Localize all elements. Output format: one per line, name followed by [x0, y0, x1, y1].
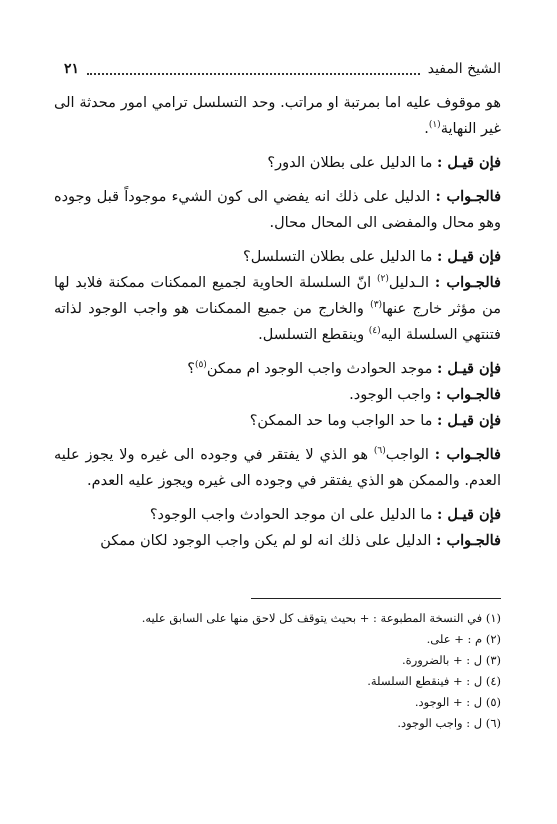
question-text: موجد الحوادث واجب الوجود ام ممكن — [206, 361, 438, 377]
question-label: فإن قيـل : — [437, 248, 501, 265]
answer-text: انّ السلسلة الحاوية لجميع الممكنات ممكنة فلابد لها من مؤثر خارج عنها — [54, 275, 501, 317]
paragraph-text: هو موقوف عليه اما بمرتبة او مراتب. وحد التسلسل ترامي امور محدثة الى غير النهاية — [54, 95, 501, 137]
answer-label: فالجـواب : — [436, 532, 501, 549]
answer-3 — [54, 382, 501, 408]
answer-text: الدليل على ذلك انه يفضي الى كون الشيء موجوداً قبل وجوده وهو محال والمفضى الى المحال محال. — [54, 189, 501, 231]
footnote: (٢) م : + على. — [426, 632, 501, 646]
answer-label: فالجـواب : — [436, 386, 501, 403]
answer-text: الدليل على ذلك انه لو لم يكن واجب الوجود لكان ممكن — [100, 533, 437, 549]
running-title: الشيخ المفيد — [427, 61, 501, 77]
question-text: ما الدليل على ان موجد الحوادث واجب الوجود؟ — [149, 507, 438, 523]
answer-text: هو الذي لا يفتقر في وجوده الى غيره ولا يجوز عليه العدم. والممكن هو الذي يفتقر في وجوده الى غيره ويجوز عليه العدم. — [54, 447, 501, 489]
footnote: (١) في النسخة المطبوعة : + بحيث يتوقف كل لاحق منها على السابق عليه. — [141, 611, 501, 625]
footnote-mark: (٢) — [377, 274, 389, 285]
footnote: (٤) ل : + فينقطع السلسلة. — [367, 674, 501, 688]
answer-label: فالجـواب : — [434, 446, 501, 463]
answer-label: فالجـواب : — [434, 274, 501, 291]
answer-text: الواجب — [385, 447, 435, 463]
question-text: ما الدليل على بطلان الدور؟ — [267, 155, 438, 171]
question-label: فإن قيـل : — [437, 412, 501, 429]
question-text: ما الدليل على بطلان التسلسل؟ — [243, 249, 438, 265]
footnote-mark: (٣) — [370, 300, 383, 311]
answer-text: واجب الوجود. — [349, 387, 437, 403]
answer-2 — [54, 270, 501, 348]
question-end: ؟ — [187, 361, 195, 377]
running-header — [64, 58, 501, 80]
answer-text: وينقطع التسلسل. — [258, 327, 369, 343]
answer-label: فالجـواب : — [435, 188, 501, 205]
footnote: (٦) ل : واجب الوجود. — [397, 716, 501, 730]
footnote-mark: (٤) — [368, 326, 381, 337]
footnote: (٥) ل : + الوجود. — [414, 695, 501, 709]
paragraph-intro — [54, 90, 501, 142]
question-label: فإن قيـل : — [437, 506, 501, 523]
question-label: فإن قيـل : — [437, 154, 501, 171]
question-text: ما حد الواجب وما حد الممكن؟ — [249, 413, 438, 429]
answer-1 — [54, 184, 501, 236]
answer-text: والخارج من جميع الممكنات هو واجب الوجود لذاته فتنتهي السلسلة اليه — [54, 301, 501, 343]
main-text — [54, 90, 501, 554]
footnote-mark: (٦) — [373, 446, 386, 457]
answer-5 — [54, 528, 501, 554]
question-3 — [54, 356, 501, 382]
footnote-mark: (١) — [428, 120, 441, 131]
footnote-mark: (٥) — [194, 360, 207, 371]
question-4 — [54, 408, 501, 434]
paragraph-end: . — [424, 121, 429, 137]
footnotes — [60, 608, 501, 734]
question-1 — [54, 150, 501, 176]
question-2 — [54, 244, 501, 270]
answer-4 — [54, 442, 501, 494]
page-number: ٢١ — [64, 61, 80, 77]
answer-text: الـدليل — [388, 275, 435, 291]
footnote: (٣) ل : + بالضرورة. — [402, 653, 501, 667]
question-label: فإن قيـل : — [437, 360, 501, 377]
dot-leader — [87, 64, 420, 75]
question-5 — [54, 502, 501, 528]
footnote-divider — [251, 598, 501, 599]
